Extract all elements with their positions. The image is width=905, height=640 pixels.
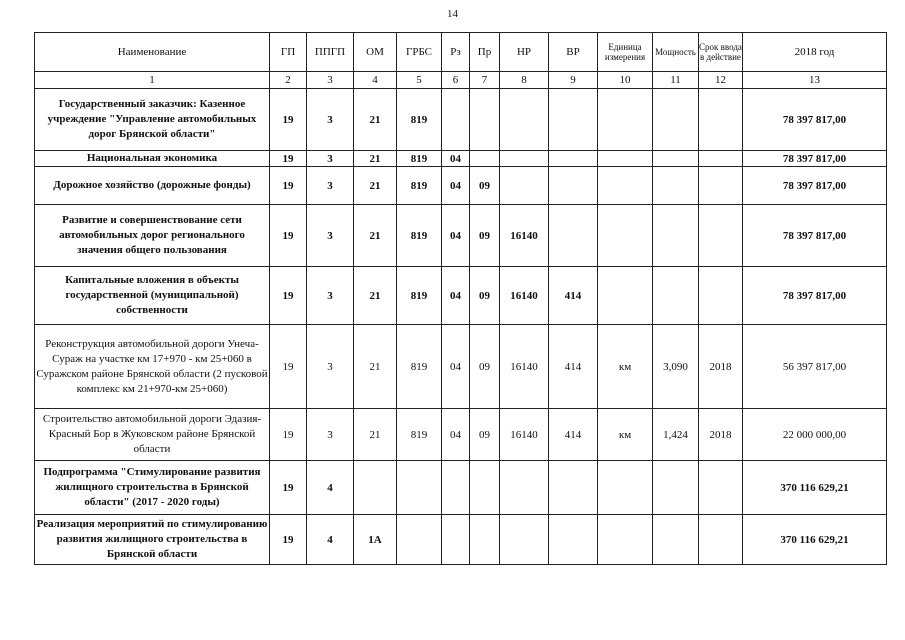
header-unit: Единица измерения [598,33,653,72]
cell-nr: 16140 [500,205,549,267]
cell-vr [549,89,598,151]
cell-power [653,267,699,325]
cell-pr [470,461,500,515]
cell-pr [470,89,500,151]
cell-power [653,205,699,267]
cell-unit [598,205,653,267]
cell-unit [598,267,653,325]
cell-ppgp: 3 [307,89,354,151]
cell-rz: 04 [442,167,470,205]
cell-grbs: 819 [397,151,442,167]
header-power: Мощность [653,33,699,72]
cell-om: 21 [354,267,397,325]
cell-nr: 16140 [500,325,549,409]
cell-gp: 19 [270,167,307,205]
row-name: Подпрограмма "Стимулирование развития жилищного строительства в Брянской области" (2017 - 2020 годы) [35,461,270,515]
column-number: 4 [354,72,397,89]
cell-amount: 78 397 817,00 [743,205,887,267]
cell-pr: 09 [470,409,500,461]
header-term: Срок ввода в действие [699,33,743,72]
row-name: Реконструкция автомобильной дороги Унеча-Сураж на участке км 17+970 - км 25+060 в Суражском районе Брянской области (2 пусковой комплекс км 21+970-км 25+060) [35,325,270,409]
cell-term [699,267,743,325]
cell-ppgp: 3 [307,267,354,325]
header-pr: Пр [470,33,500,72]
cell-ppgp: 3 [307,167,354,205]
table-row [35,409,887,461]
header-rz: Рз [442,33,470,72]
cell-nr: 16140 [500,267,549,325]
cell-term [699,515,743,565]
column-number: 2 [270,72,307,89]
column-number: 9 [549,72,598,89]
cell-power [653,167,699,205]
cell-ppgp: 4 [307,515,354,565]
row-name: Национальная экономика [35,151,270,167]
cell-ppgp: 3 [307,325,354,409]
cell-gp: 19 [270,151,307,167]
cell-amount: 78 397 817,00 [743,151,887,167]
cell-nr: 16140 [500,409,549,461]
cell-pr [470,151,500,167]
cell-gp: 19 [270,89,307,151]
cell-term [699,167,743,205]
header-row [35,33,887,72]
column-number: 6 [442,72,470,89]
cell-unit: км [598,325,653,409]
cell-amount: 78 397 817,00 [743,267,887,325]
cell-gp: 19 [270,267,307,325]
column-number: 13 [743,72,887,89]
cell-pr: 09 [470,267,500,325]
cell-rz: 04 [442,325,470,409]
cell-unit [598,167,653,205]
cell-amount: 78 397 817,00 [743,167,887,205]
cell-rz [442,89,470,151]
cell-gp: 19 [270,325,307,409]
cell-grbs: 819 [397,89,442,151]
cell-rz: 04 [442,151,470,167]
cell-om: 21 [354,325,397,409]
cell-rz: 04 [442,205,470,267]
row-name: Капитальные вложения в объекты государственной (муниципальной) собственности [35,267,270,325]
table-row [35,167,887,205]
cell-gp: 19 [270,461,307,515]
table-row [35,515,887,565]
column-number: 3 [307,72,354,89]
cell-rz: 04 [442,267,470,325]
cell-pr: 09 [470,205,500,267]
cell-unit [598,151,653,167]
cell-nr [500,515,549,565]
cell-om: 21 [354,167,397,205]
cell-amount: 56 397 817,00 [743,325,887,409]
table-row [35,205,887,267]
cell-ppgp: 3 [307,409,354,461]
header-nr: НР [500,33,549,72]
table-row [35,461,887,515]
cell-om: 21 [354,151,397,167]
cell-nr [500,89,549,151]
cell-rz: 04 [442,409,470,461]
cell-term [699,205,743,267]
cell-unit: км [598,409,653,461]
cell-vr [549,461,598,515]
row-name: Развитие и совершенствование сети автомобильных дорог регионального значения общего пользования [35,205,270,267]
column-number: 10 [598,72,653,89]
header-gp: ГП [270,33,307,72]
cell-grbs: 819 [397,409,442,461]
cell-ppgp: 3 [307,205,354,267]
row-name: Дорожное хозяйство (дорожные фонды) [35,167,270,205]
cell-vr [549,205,598,267]
cell-rz [442,461,470,515]
table-row [35,325,887,409]
cell-term [699,89,743,151]
header-amount: 2018 год [743,33,887,72]
cell-vr: 414 [549,325,598,409]
cell-grbs: 819 [397,205,442,267]
cell-vr [549,167,598,205]
table-row [35,151,887,167]
cell-term: 2018 [699,325,743,409]
row-name: Государственный заказчик: Казенное учреждение "Управление автомобильных дорог Брянской области" [35,89,270,151]
cell-ppgp: 3 [307,151,354,167]
cell-amount: 370 116 629,21 [743,515,887,565]
header-om: ОМ [354,33,397,72]
header-vr: ВР [549,33,598,72]
cell-unit [598,89,653,151]
cell-nr [500,167,549,205]
column-number: 5 [397,72,442,89]
cell-nr [500,461,549,515]
cell-unit [598,515,653,565]
column-number: 7 [470,72,500,89]
cell-grbs: 819 [397,267,442,325]
table-row [35,89,887,151]
cell-power [653,461,699,515]
table-row [35,267,887,325]
budget-table [34,32,887,565]
cell-vr [549,151,598,167]
cell-power [653,151,699,167]
cell-pr: 09 [470,167,500,205]
cell-vr: 414 [549,409,598,461]
cell-vr [549,515,598,565]
cell-power: 1,424 [653,409,699,461]
header-name: Наименование [35,33,270,72]
column-number: 12 [699,72,743,89]
cell-nr [500,151,549,167]
cell-power [653,89,699,151]
cell-term [699,461,743,515]
cell-power: 3,090 [653,325,699,409]
cell-om [354,461,397,515]
page-number: 14 [447,8,458,20]
cell-term [699,151,743,167]
column-number-row [35,72,887,89]
header-grbs: ГРБС [397,33,442,72]
cell-unit [598,461,653,515]
cell-gp: 19 [270,205,307,267]
cell-power [653,515,699,565]
cell-gp: 19 [270,409,307,461]
column-number: 8 [500,72,549,89]
cell-grbs: 819 [397,167,442,205]
cell-grbs: 819 [397,325,442,409]
cell-grbs [397,461,442,515]
cell-pr [470,515,500,565]
row-name: Реализация мероприятий по стимулированию развития жилищного строительства в Брянской области [35,515,270,565]
cell-amount: 22 000 000,00 [743,409,887,461]
column-number: 11 [653,72,699,89]
cell-grbs [397,515,442,565]
cell-gp: 19 [270,515,307,565]
cell-pr: 09 [470,325,500,409]
cell-om: 1А [354,515,397,565]
cell-om: 21 [354,409,397,461]
cell-vr: 414 [549,267,598,325]
cell-term: 2018 [699,409,743,461]
header-ppgp: ППГП [307,33,354,72]
cell-om: 21 [354,89,397,151]
cell-rz [442,515,470,565]
cell-amount: 78 397 817,00 [743,89,887,151]
cell-ppgp: 4 [307,461,354,515]
column-number: 1 [35,72,270,89]
cell-amount: 370 116 629,21 [743,461,887,515]
cell-om: 21 [354,205,397,267]
row-name: Строительство автомобильной дороги Эдазия-Красный Бор в Жуковском районе Брянской области [35,409,270,461]
